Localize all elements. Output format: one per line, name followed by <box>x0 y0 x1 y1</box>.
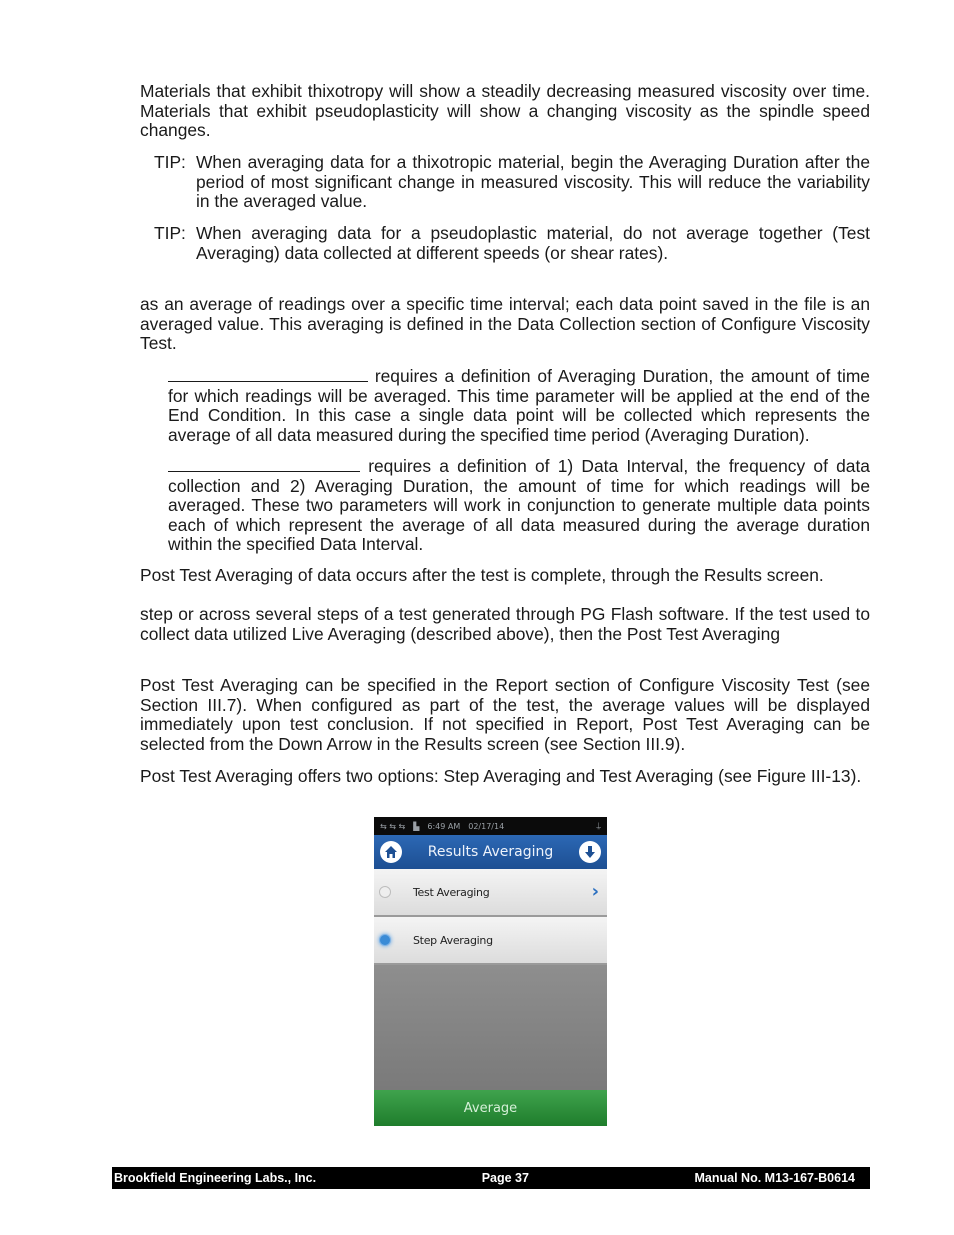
app-bar <box>374 835 607 869</box>
tip-label: TIP: <box>154 152 186 172</box>
paragraph-multi-point <box>168 456 870 555</box>
status-bar <box>374 817 607 835</box>
tip-text: When averaging data for a thixotropic material, begin the Averaging Duration after the period of most significant change in measured viscosity. This will reduce the variability in the averaged value. <box>196 152 870 212</box>
paragraph-live-averaging: as an average of readings over a specific time interval; each data point saved in the file is an averaged value. This averaging is defined in the Data Collection section of Configure Viscosity Test. <box>140 294 870 354</box>
footer-page: Page 37 <box>481 1171 529 1185</box>
blank-line <box>168 456 360 472</box>
option-step-averaging[interactable] <box>374 917 607 965</box>
option-test-averaging[interactable] <box>374 869 607 917</box>
chevron-right-icon[interactable]: › <box>591 881 599 902</box>
status-date: 02/17/14 <box>468 821 505 831</box>
footer-manual: Manual No. M13-167-B0614 <box>694 1171 855 1185</box>
home-button[interactable] <box>380 841 402 863</box>
option-label: Test Averaging <box>413 885 490 899</box>
usb-download-icon: ⍊ <box>596 821 601 830</box>
multi-point-text: requires a definition of 1) Data Interval, the frequency of data collection and 2) Averaging Duration, the amount of time for which readings will be averaged. These two parameters will work in conjunction to generate multiple data points each of which represent the average of all data measured during the average duration within the specified Data Interval. <box>168 456 870 555</box>
paragraph-step-averaging: step or across several steps of a test generated through PG Flash software. If the test used to collect data utilized Live Averaging (described above), then the Post Test Averaging <box>140 604 870 644</box>
paragraph-post-test: Post Test Averaging of data occurs after the test is complete, through the Results screen. <box>140 565 824 585</box>
printer-icon: ▙ <box>413 821 420 831</box>
results-averaging-screenshot <box>374 817 607 1126</box>
down-arrow-button[interactable] <box>579 841 601 863</box>
single-point-text: requires a definition of Averaging Duration, the amount of time for which readings will be averaged. This time parameter will be applied at the end of the End Condition. In this case a single data point will be collected which represents the average of all data measured during the specified time period (Averaging Duration). <box>168 366 870 445</box>
average-button[interactable]: Average <box>374 1090 607 1126</box>
tip-pseudoplastic <box>154 224 870 263</box>
tip-label: TIP: <box>154 223 186 243</box>
status-time: 6:49 AM <box>427 821 461 831</box>
radio-step-averaging[interactable] <box>379 934 391 946</box>
home-icon <box>384 845 398 859</box>
paragraph-options: Post Test Averaging offers two options: Step Averaging and Test Averaging (see Figure III-13). <box>140 766 862 786</box>
empty-area <box>374 965 607 1090</box>
footer-company: Brookfield Engineering Labs., Inc. <box>114 1171 317 1185</box>
radio-test-averaging[interactable] <box>379 886 391 898</box>
option-label: Step Averaging <box>413 933 493 947</box>
paragraph-report: Post Test Averaging can be specified in the Report section of Configure Viscosity Test (see Section III.7). When configured as part of the test, the average values will be displayed immediately upon test conclusion. If not specified in Report, Post Test Averaging can be selected from the Down Arrow in the Results screen (see Section III.9). <box>140 675 870 754</box>
arrow-down-icon <box>583 845 597 859</box>
blank-line <box>168 366 368 382</box>
paragraph-single-point <box>168 366 870 445</box>
paragraph-thixotropy: Materials that exhibit thixotropy will show a steadily decreasing measured viscosity over time. Materials that exhibit pseudoplasticity will show a changing viscosity as the spindle speed changes. <box>140 81 870 141</box>
page-footer <box>112 1167 870 1189</box>
screen-title: Results Averaging <box>427 844 554 860</box>
tip-thixotropic <box>154 153 870 212</box>
tip-text: When averaging data for a pseudoplastic material, do not average together (Test Averaging) data collected at different speeds (or shear rates). <box>196 223 870 263</box>
usb-icon: ⇆ ⇆ ⇆ <box>380 821 406 831</box>
